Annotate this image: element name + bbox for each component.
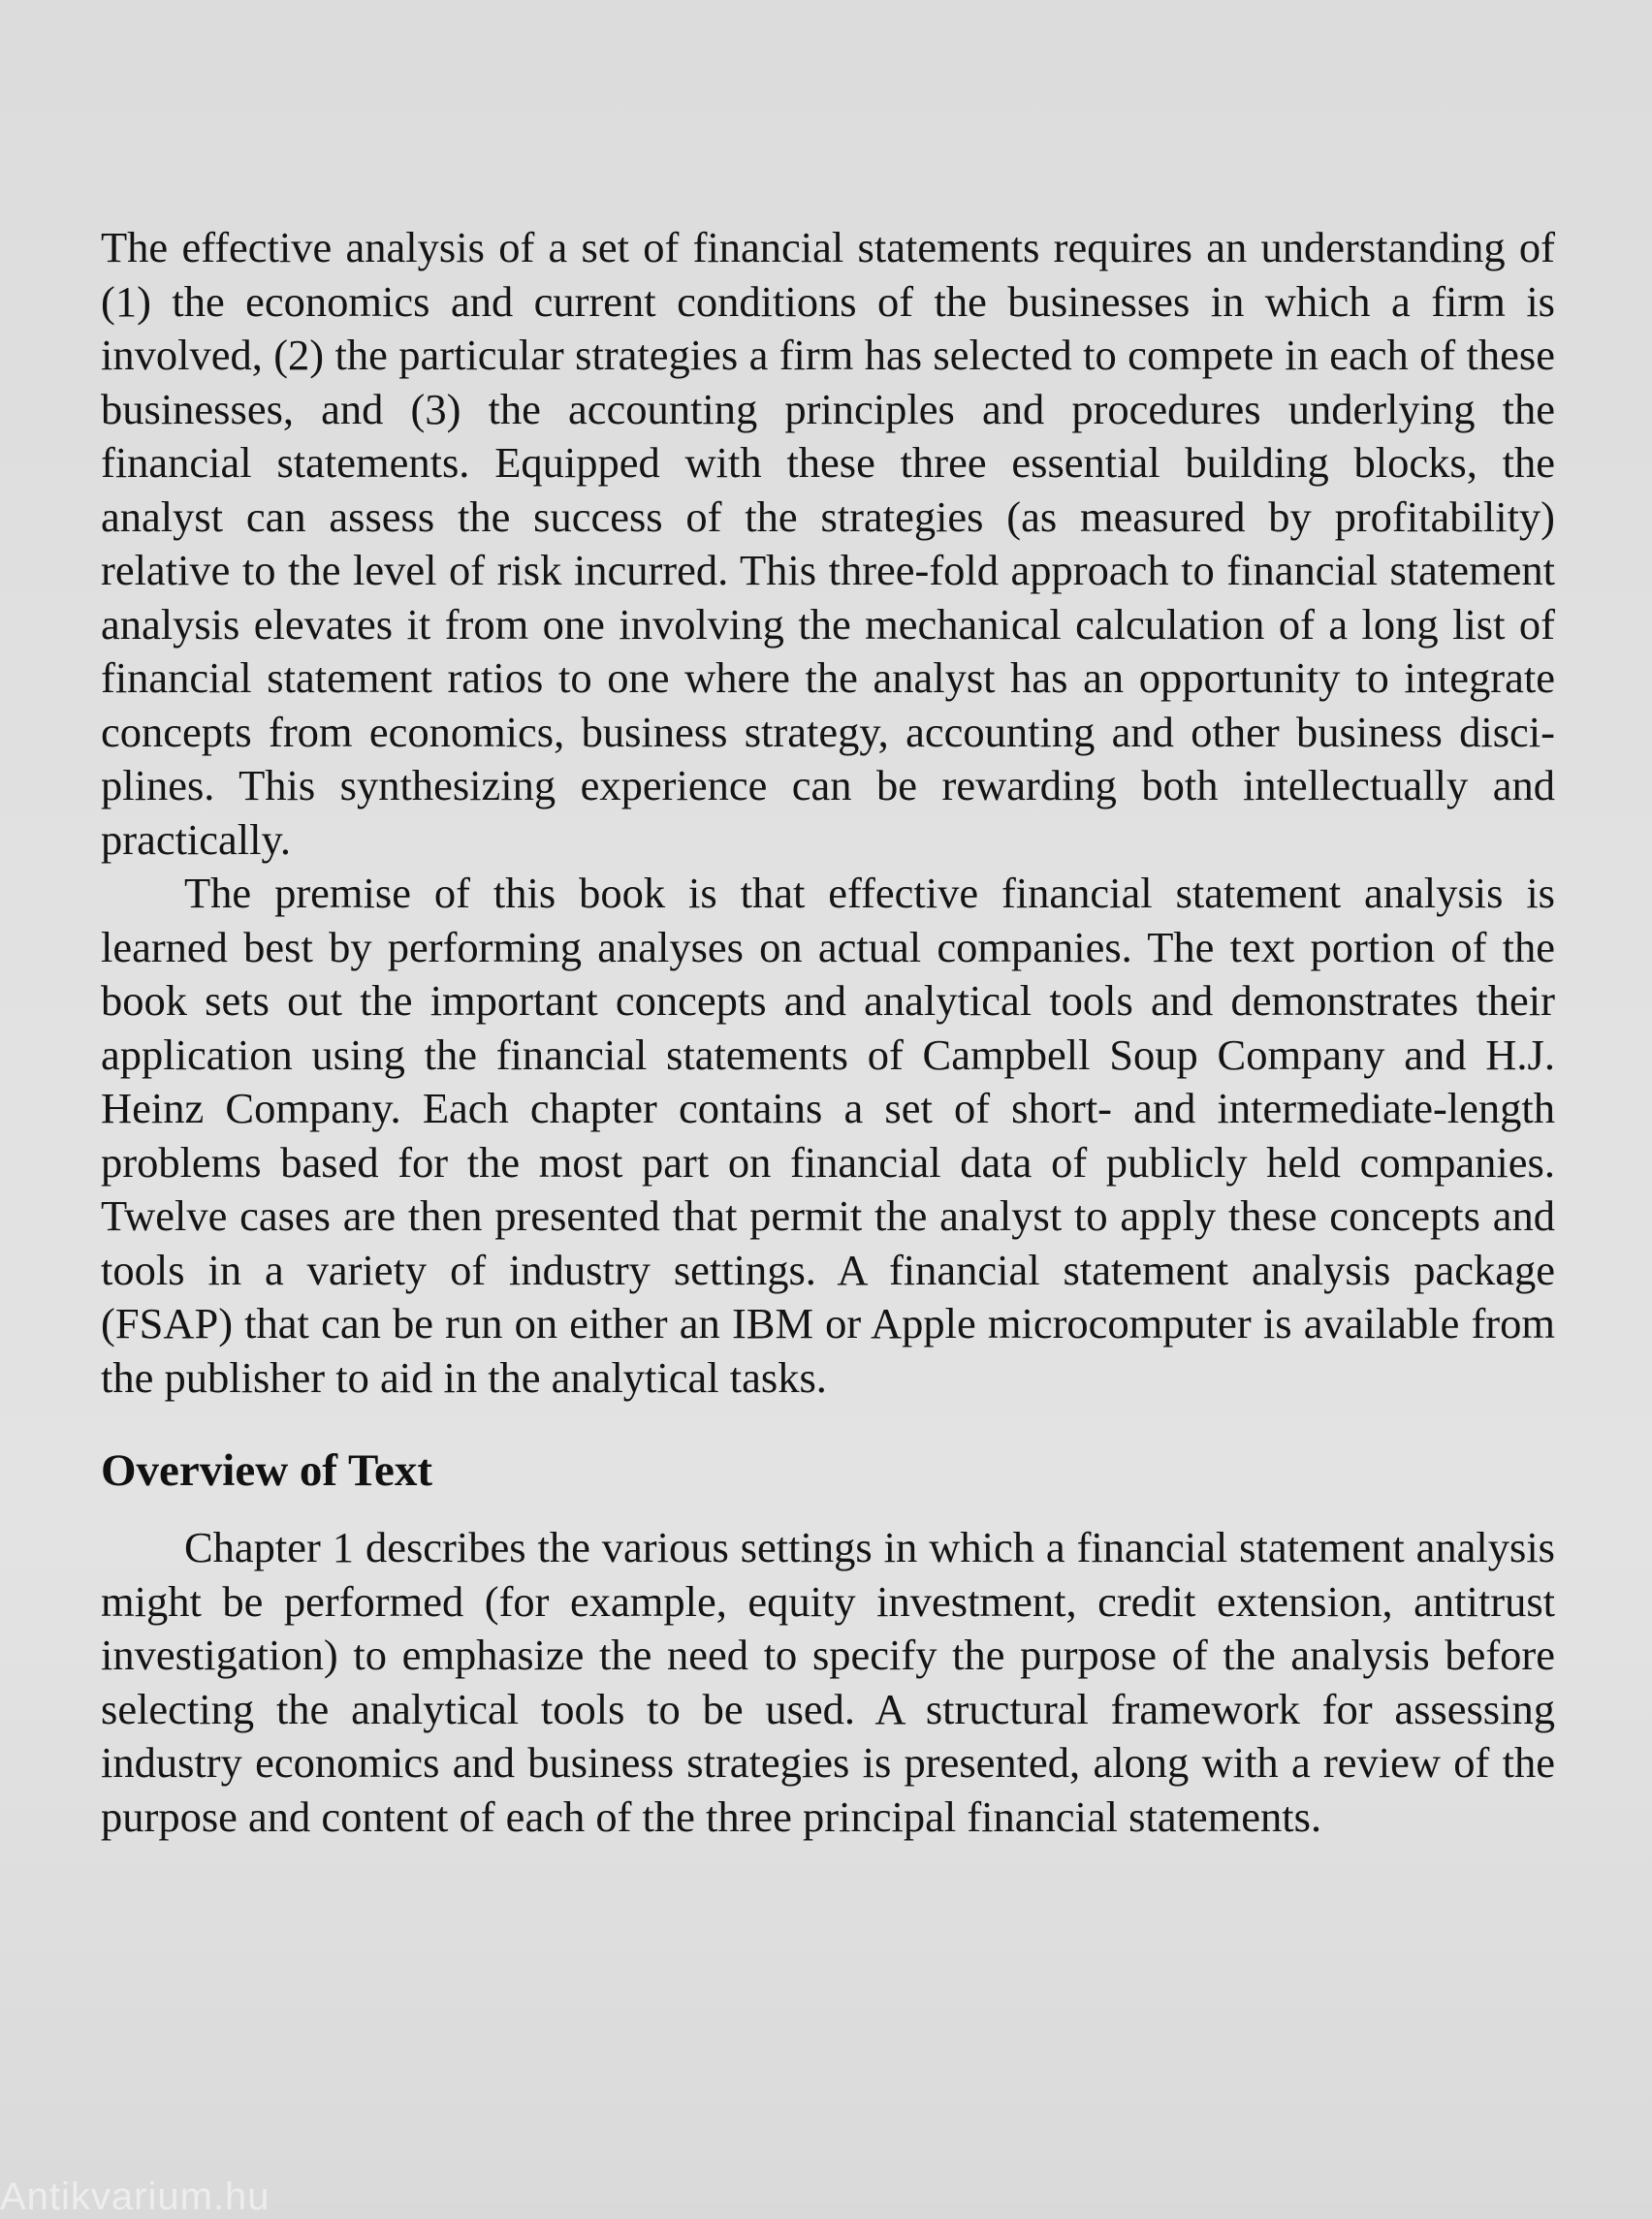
section-heading: Overview of Text: [101, 1445, 432, 1496]
watermark: Antikvarium.hu: [0, 2175, 270, 2218]
body-text: [101, 221, 1555, 1844]
paragraph-premise: The premise of this book is that effective financial statement analysis is learned best by performing analyses on actual companies. The text portion of the book sets out the important concepts and analytical tools and demonstrates their application using the financial statements of Campbell Soup Company and H.J. Heinz Company. Each chapter contains a set of short- and intermediate-length problems based for the most part on financial data of publicly held companies. Twelve cases are then presented that permit the analyst to apply these concepts and tools in a variety of industry settings. A financial statement analysis package (FSAP) that can be run on either an IBM or Apple microcomputer is available from the publisher to aid in the analytical tasks.: [101, 869, 1555, 1402]
paragraph-intro: The effective analysis of a set of financial statements requires an understanding of (1) the economics and current conditions of the businesses in which a firm is involved, (2) the particular strategies a firm has selected to compete in each of these businesses, and (3) the accounting principles and procedures underlying the financial statements. Equipped with these three essential building blocks, the analyst can assess the success of the strategies (as measured by profitability) relative to the level of risk incurred. This three-fold approach to financial statement analysis elevates it from one involving the mechanical calculation of a long list of financial statement ratios to one where the analyst has an opportunity to integrate concepts from economics, business strategy, accounting and other business disciplines. This synthesizing experience can be rewarding both intellectually and practically.: [101, 223, 1555, 864]
paragraph-chapter-1: Chapter 1 describes the various settings in which a financial statement analysis might be performed (for example, equity investment, credit extension, antitrust investigation) to emphasize the need to specify the purpose of the analysis before selecting the analytical tools to be used. A structural framework for assessing industry economics and business strategies is presented, along with a review of the purpose and content of each of the three principal financial statements.: [101, 1523, 1555, 1841]
